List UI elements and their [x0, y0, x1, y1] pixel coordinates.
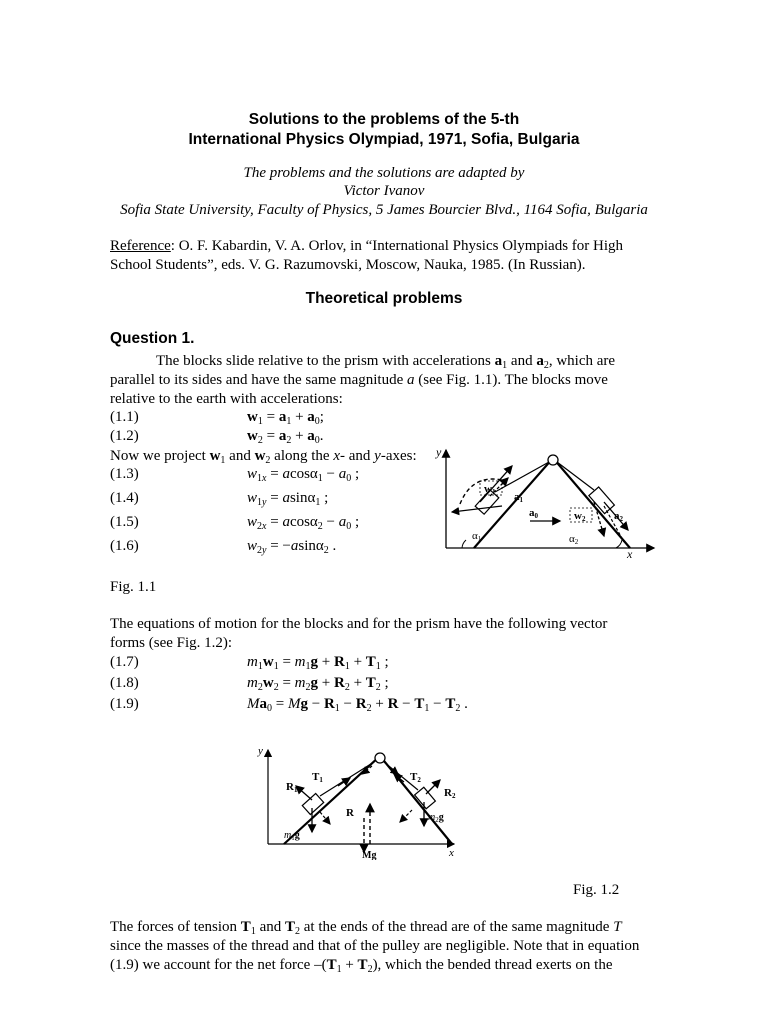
- m2g-label: $m_2g$: [428, 812, 444, 824]
- equation-label: (1.6): [110, 538, 139, 554]
- equation-label: (1.4): [110, 490, 139, 506]
- figure-1-2: [254, 740, 464, 860]
- equation-label: (1.3): [110, 466, 139, 482]
- para3-text: (1.9) we account for the net force –(: [110, 957, 327, 973]
- projection-text: Now we project $w_1$ and $w_2$ along the x- and y-axes:: [110, 448, 417, 466]
- equation-label: (1.7): [110, 654, 139, 670]
- equation-1-1: $w_1 = a_1 + a_0$;: [247, 409, 324, 427]
- y-axis-label: y: [258, 745, 263, 757]
- reference-text-2: School Students”, eds. V. G. Razumovski, Moscow, Nauka, 1985. (In Russian).: [110, 257, 586, 273]
- projection-part: along the: [270, 448, 334, 464]
- alpha1-label: α1: [472, 530, 482, 543]
- reference-text-1: : O. F. Kabardin, V. A. Orlov, in “International Physics Olympiads for High: [170, 238, 624, 254]
- projection-part: and: [225, 448, 255, 464]
- para3-text: ), which the bended thread exerts on the: [372, 957, 613, 973]
- block-2: [415, 787, 436, 809]
- para3-text: since the masses of the thread and that of the pulley are negligible. Note that in equation: [110, 938, 640, 954]
- a1-label: a1: [514, 491, 523, 504]
- T2-label: T2: [410, 771, 421, 784]
- paragraph-1: The blocks slide relative to the prism with accelerations $a_1$ and $a_2$, which are parallel to its sides and have the same magnitude a (see Fig. 1.1). The blocks move relative to the earth with accelerations:: [110, 352, 658, 409]
- pulley: [548, 455, 558, 465]
- paper-title-line1: Solutions to the problems of the 5-th: [248, 111, 520, 128]
- x-axis-label: x: [627, 547, 633, 561]
- para3-text: at the ends of the thread are of the same magnitude: [300, 919, 614, 935]
- figure-1-1-caption: Fig. 1.1: [110, 579, 157, 595]
- equation-label: (1.9): [110, 696, 139, 712]
- equation-1-6: $w_{2y} = -asin\alpha_2$ .: [247, 538, 337, 556]
- adapted-by: The problems and the solutions are adapted by: [243, 165, 525, 181]
- equation-1-8: $m_2w_2 = m_2g + R_2 + T_2$ ;: [247, 675, 389, 693]
- alpha2-arc: [616, 540, 622, 548]
- para1-text: parallel to its sides and have the same magnitude: [110, 372, 407, 388]
- R1-label: R1: [286, 781, 298, 794]
- m1g-label: $m_1g$: [284, 830, 300, 842]
- R2-label: R2: [444, 787, 456, 800]
- equation-1-5: $w_{2x} = acos\alpha_2 - a_0$ ;: [247, 514, 360, 532]
- para1-text: (see Fig. 1.1). The blocks move: [414, 372, 608, 388]
- equation-label: (1.8): [110, 675, 139, 691]
- affiliation: Sofia State University, Faculty of Physics, 5 James Bourcier Blvd., 1164 Sofia, Bulgaria: [120, 202, 648, 218]
- paper-title-line2: International Physics Olympiad, 1971, Sofia, Bulgaria: [188, 131, 580, 148]
- alpha1-arc: [462, 540, 466, 548]
- para1-text: , which are: [548, 353, 616, 369]
- equation-label: (1.1): [110, 409, 139, 425]
- equation-1-4: $w_{1y} = asin\alpha_1$ ;: [247, 490, 329, 508]
- equation-label: (1.2): [110, 428, 139, 444]
- author-name: Victor Ivanov: [343, 183, 425, 199]
- R1-reaction: [320, 812, 330, 824]
- T1-label: T1: [312, 771, 323, 784]
- projection-part: -axes:: [380, 448, 417, 464]
- figure-1-2-caption: Fig. 1.2: [573, 882, 620, 898]
- alpha2-label: α2: [569, 533, 579, 546]
- a0-label: a0: [529, 507, 538, 520]
- question-title: Question 1.: [110, 330, 195, 347]
- figure-1-1: [432, 444, 660, 562]
- section-title: Theoretical problems: [305, 290, 463, 307]
- para1-text: and: [507, 353, 537, 369]
- a2-label: a2: [614, 510, 623, 523]
- R2-vector: [426, 780, 440, 794]
- thread-1: [495, 462, 549, 492]
- R1-vector: [296, 786, 312, 800]
- pulley: [375, 753, 385, 763]
- equation-1-3: $w_{1x} = acos\alpha_1 - a_0$ ;: [247, 466, 360, 484]
- reference-label: Reference: [110, 238, 171, 254]
- x-axis-label: x: [449, 847, 454, 859]
- projection-part: - and: [340, 448, 375, 464]
- thread-1: [320, 762, 374, 796]
- paragraph-3: The forces of tension $T_1$ and $T_2$ at the ends of the thread are of the same magnitude T since the masses of the thread and that of the pulley are negligible. Note that in equation (1.9) we account for the net force $-(T_1 + T_2)$, which the bended thread exerts on the: [110, 918, 658, 975]
- w1-label: w1: [484, 483, 496, 496]
- para1-text: The blocks slide relative to the prism with accelerations: [156, 353, 495, 369]
- equation-1-9: $Ma_0 = Mg - R_1 - R_2 + R - T_1 - T_2$ .: [247, 696, 468, 714]
- para2-text: The equations of motion for the blocks and for the prism have the following vector: [110, 616, 608, 632]
- para3-text: The forces of tension: [110, 919, 241, 935]
- R2-reaction: [400, 810, 412, 822]
- para3-text: and: [255, 919, 285, 935]
- para1-text: relative to the earth with accelerations:: [110, 391, 343, 407]
- reference: [110, 237, 670, 275]
- equation-1-2: $w_2 = a_2 + a_0$.: [247, 428, 324, 446]
- y-axis-label: y: [436, 445, 442, 459]
- w2-label: w2: [574, 510, 586, 523]
- Mg-label: Mg: [362, 850, 377, 860]
- paragraph-2: [110, 615, 658, 653]
- projection-part: Now we project: [110, 448, 210, 464]
- para2-text: forms (see Fig. 1.2):: [110, 635, 233, 651]
- equation-1-7: $m_1w_1 = m_1g + R_1 + T_1$ ;: [247, 654, 389, 672]
- equation-label: (1.5): [110, 514, 139, 530]
- R-label: R: [346, 807, 354, 819]
